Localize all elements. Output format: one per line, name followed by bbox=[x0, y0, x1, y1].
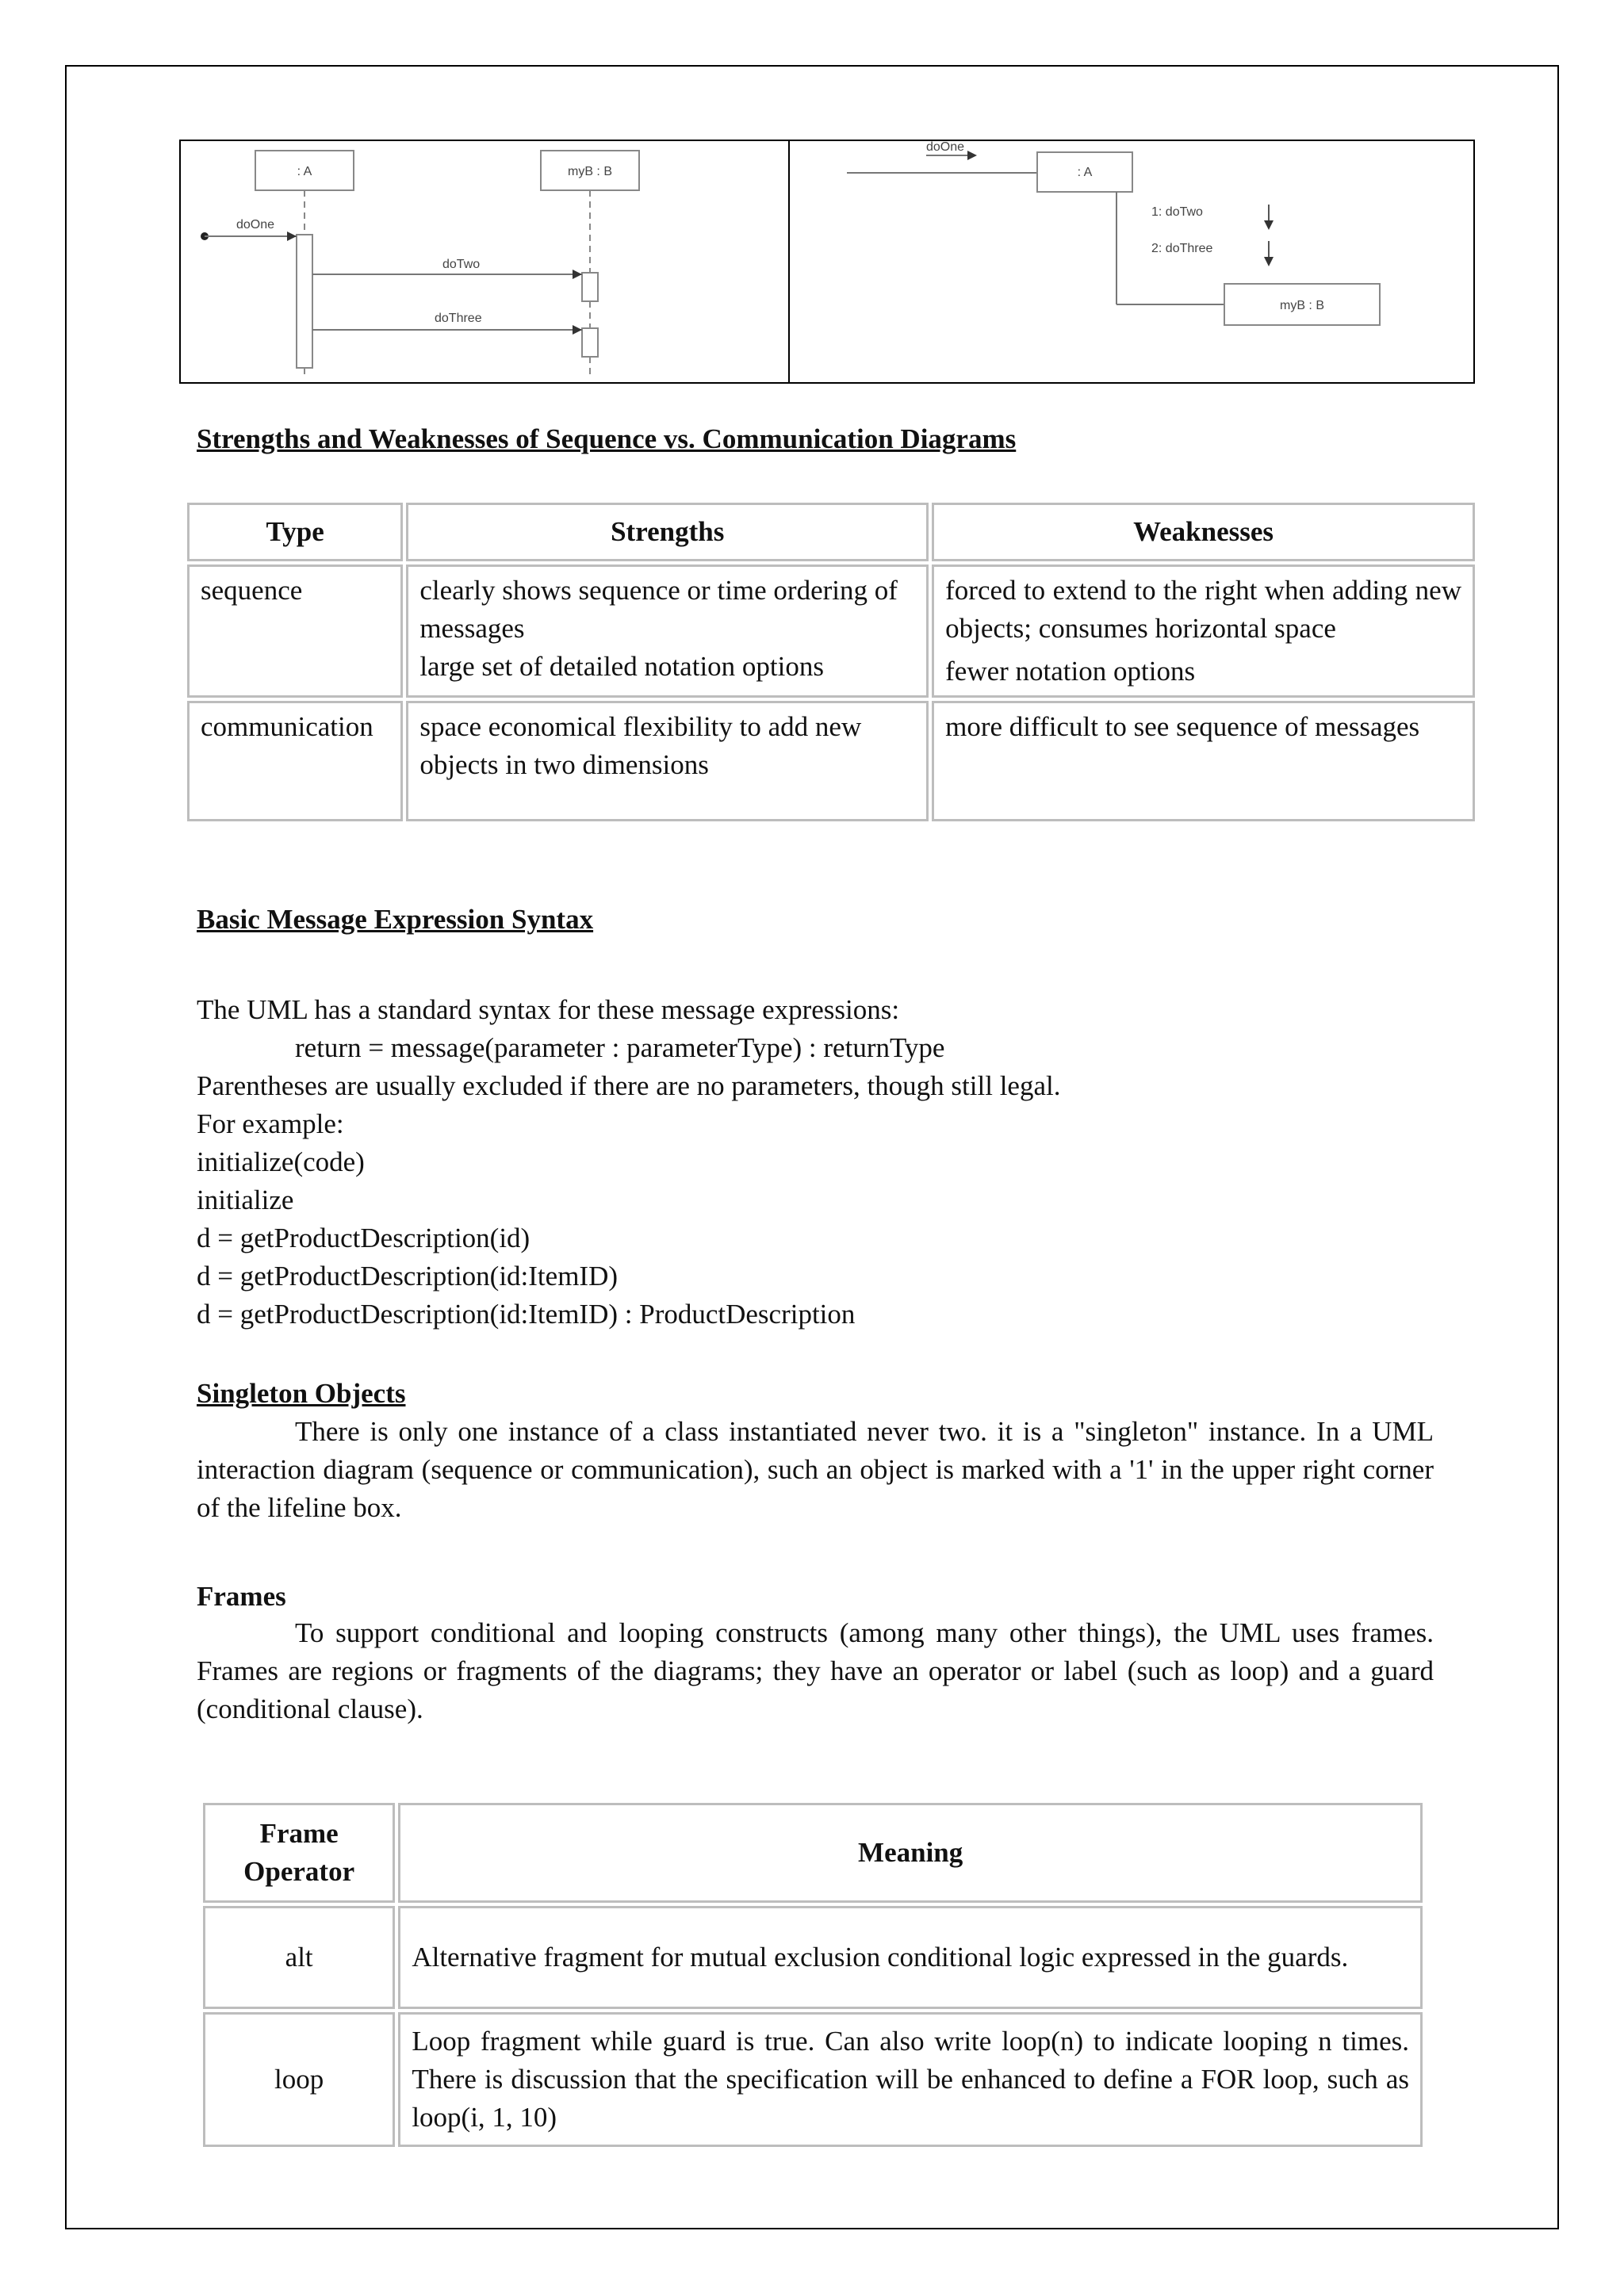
msg-dotwo-label: doTwo bbox=[442, 258, 481, 271]
meaning-cell: Loop fragment while guard is true. Can also write loop(n) to indicate looping n times. There is discussion that the specification will be enhanced to define a FOR loop, such as loop(i, 1, 10) bbox=[398, 2012, 1423, 2147]
section-title-frames: Frames bbox=[197, 1581, 286, 1612]
activation-b1 bbox=[582, 273, 598, 301]
syntax-line: return = message(parameter : parameterType) : returnType bbox=[295, 1032, 945, 1063]
example-line: initialize(code) bbox=[197, 1146, 365, 1177]
table-header-row bbox=[203, 1803, 1423, 1903]
example-line: d = getProductDescription(id:ItemID) : ProductDescription bbox=[197, 1299, 856, 1330]
table-row bbox=[203, 1906, 1423, 2009]
frames-paragraph: To support conditional and looping constructs (among many other things), the UML uses frames. Frames are regions or fragments of the diagrams; they have an operator or label (such as loop) and a guard (conditional clause). bbox=[197, 1617, 1434, 1724]
header-strengths: Strengths bbox=[406, 503, 929, 561]
weakness-item: more difficult to see sequence of messages bbox=[945, 711, 1420, 742]
diagram-svg bbox=[181, 141, 1473, 382]
comm-msg-2-label: 2: doThree bbox=[1151, 242, 1213, 255]
frame-operators-table bbox=[200, 1800, 1426, 2150]
activation-a bbox=[297, 235, 312, 368]
section-title-strengths: Strengths and Weaknesses of Sequence vs. Communication Diagrams bbox=[197, 423, 1017, 454]
communication-diagram bbox=[847, 141, 1380, 325]
section-title-singleton: Singleton Objects bbox=[197, 1378, 406, 1409]
lifeline-a-label: : A bbox=[297, 165, 312, 178]
table-row bbox=[187, 564, 1475, 698]
msg-dotwo-arrow bbox=[573, 270, 582, 279]
sequence-diagram bbox=[201, 151, 639, 379]
header-meaning: Meaning bbox=[398, 1803, 1423, 1903]
comm-obj-b-label: myB : B bbox=[1279, 299, 1325, 312]
type-cell: communication bbox=[187, 701, 403, 821]
header-weaknesses: Weaknesses bbox=[932, 503, 1475, 561]
strengths-cell bbox=[406, 564, 929, 698]
weaknesses-cell bbox=[932, 564, 1475, 698]
operator-cell: loop bbox=[203, 2012, 395, 2147]
table-header-row bbox=[187, 503, 1475, 561]
comm-msg-in-arrow bbox=[967, 151, 977, 160]
message-syntax-body bbox=[197, 991, 1434, 1334]
weaknesses-cell bbox=[932, 701, 1475, 821]
msg-doone-label: doOne bbox=[236, 218, 275, 232]
lifeline-b-label: myB : B bbox=[567, 165, 613, 178]
meaning-cell: Alternative fragment for mutual exclusion conditional logic expressed in the guards. bbox=[398, 1906, 1423, 2009]
strength-item: large set of detailed notation options bbox=[419, 651, 824, 682]
operator-cell: alt bbox=[203, 1906, 395, 2009]
comm-msg-2-arrow bbox=[1264, 257, 1274, 266]
strengths-weaknesses-table bbox=[184, 499, 1478, 825]
comm-msg-in-label: doOne bbox=[926, 141, 965, 154]
example-label: For example: bbox=[197, 1108, 344, 1139]
example-line: d = getProductDescription(id) bbox=[197, 1223, 530, 1253]
comm-msg-1-arrow bbox=[1264, 220, 1274, 230]
strength-item: space economical flexibility to add new objects in two dimensions bbox=[419, 711, 862, 780]
table-row bbox=[203, 2012, 1423, 2147]
syntax-intro: The UML has a standard syntax for these message expressions: bbox=[197, 994, 900, 1025]
type-cell: sequence bbox=[187, 564, 403, 698]
example-line: initialize bbox=[197, 1184, 294, 1215]
header-frame-operator: Frame Operator bbox=[203, 1803, 395, 1903]
msg-dothree-arrow bbox=[573, 325, 582, 335]
strength-item: clearly shows sequence or time ordering of messages bbox=[419, 575, 898, 644]
weakness-item: fewer notation options bbox=[945, 656, 1196, 687]
strengths-cell bbox=[406, 701, 929, 821]
syntax-note: Parentheses are usually excluded if there are no parameters, though still legal. bbox=[197, 1070, 1061, 1101]
section-title-message-syntax: Basic Message Expression Syntax bbox=[197, 904, 594, 935]
weakness-item: forced to extend to the right when adding new objects; consumes horizontal space bbox=[945, 575, 1461, 644]
singleton-paragraph: There is only one instance of a class instantiated never two. it is a "singleton" instance. In a UML interaction diagram (sequence or communication), such an object is marked with a '1' in the upper right corner of the lifeline box. bbox=[197, 1416, 1434, 1523]
msg-doone-arrow bbox=[287, 232, 297, 241]
comm-obj-a-label: : A bbox=[1077, 166, 1093, 179]
diagram-figure bbox=[179, 140, 1475, 384]
activation-b2 bbox=[582, 328, 598, 357]
example-line: d = getProductDescription(id:ItemID) bbox=[197, 1261, 618, 1292]
comm-msg-1-label: 1: doTwo bbox=[1151, 205, 1203, 219]
header-type: Type bbox=[187, 503, 403, 561]
table-row bbox=[187, 701, 1475, 821]
msg-dothree-label: doThree bbox=[435, 312, 482, 325]
